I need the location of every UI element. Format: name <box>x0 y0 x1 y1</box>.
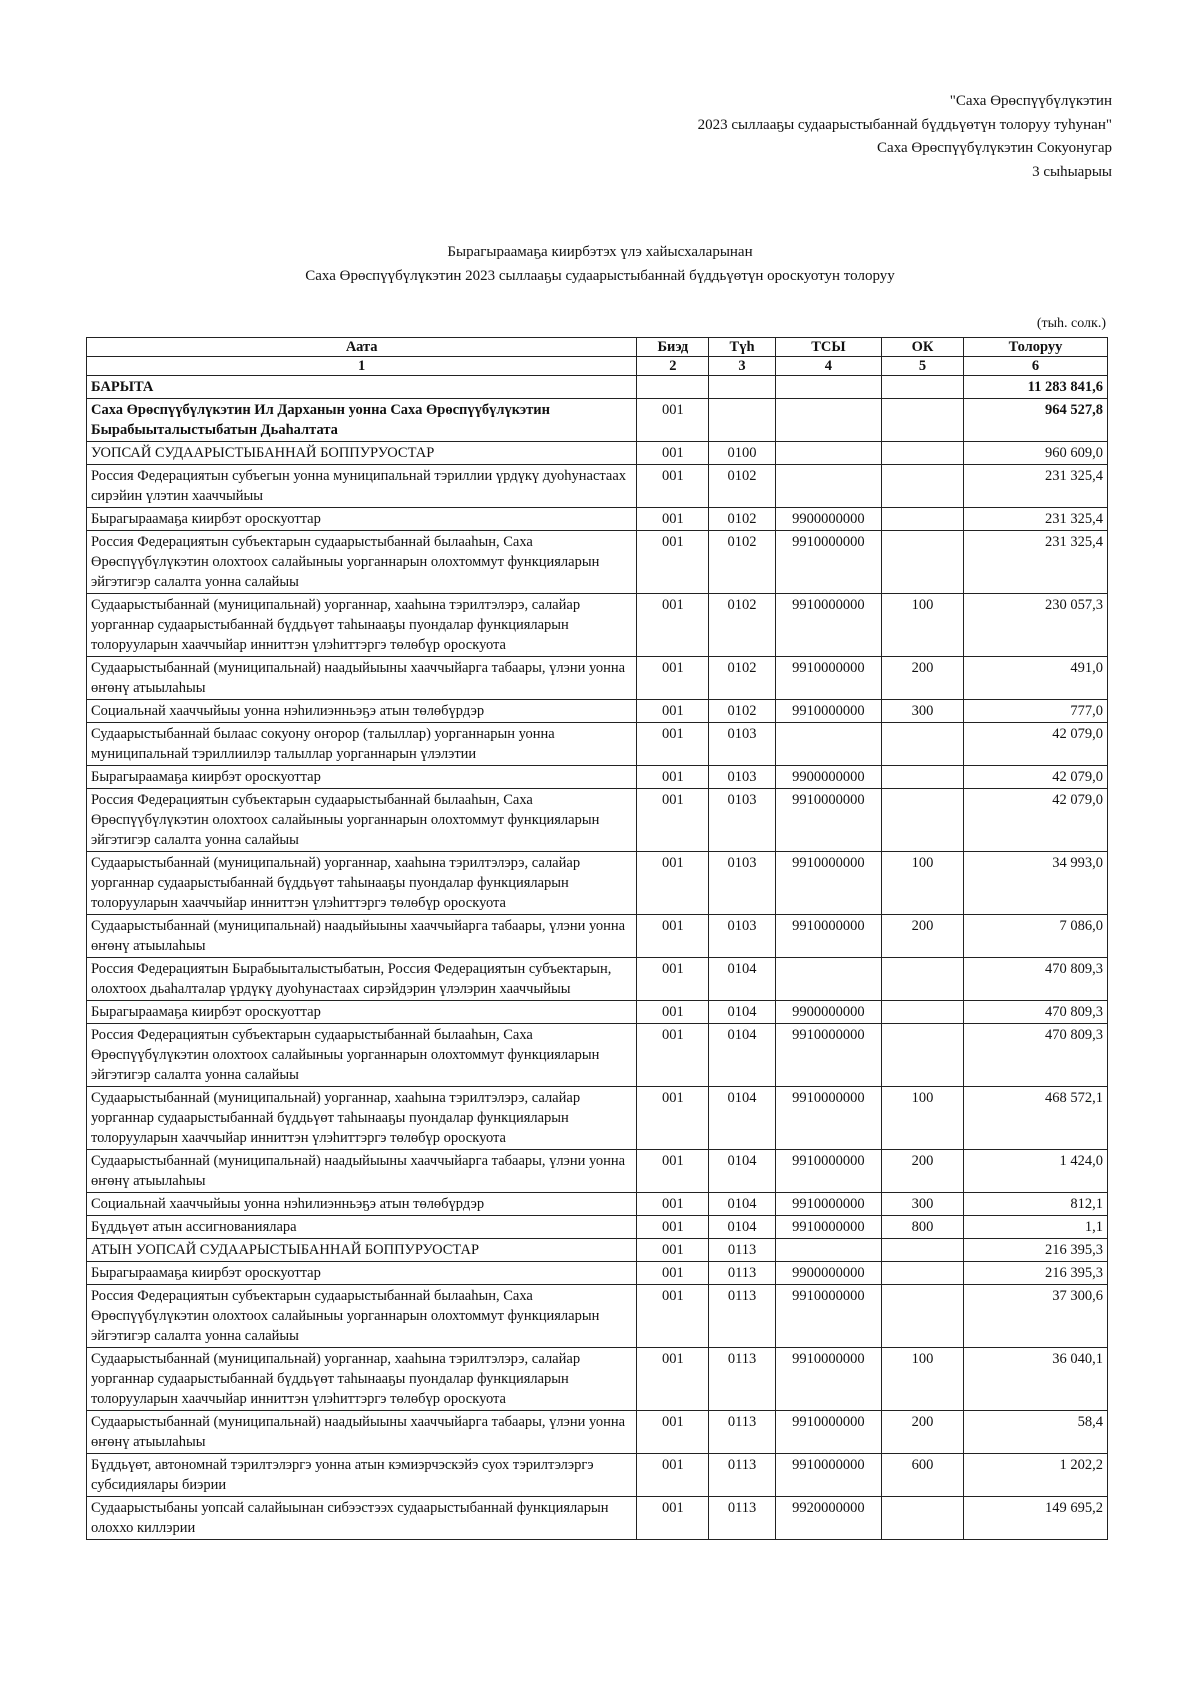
row-csr: 9910000000 <box>775 1024 881 1087</box>
row-name: Судаарыстыбаннай (муниципальнай) наадыйыыны хааччыйарга табаары, үлэни уонна өҥөнү атыылаһыы <box>87 915 637 958</box>
row-amount: 36 040,1 <box>964 1348 1108 1411</box>
row-name: Судаарыстыбаны уопсай салайыынан сибээстээх судаарыстыбаннай функцияларын олоххо киллэрии <box>87 1497 637 1540</box>
row-amount: 58,4 <box>964 1411 1108 1454</box>
table-row <box>87 465 1108 508</box>
row-amount: 1,1 <box>964 1216 1108 1239</box>
row-csr: 9910000000 <box>775 594 881 657</box>
row-name: Бырагыраамаҕа киирбэт ороскуоттар <box>87 508 637 531</box>
row-csr: 9910000000 <box>775 915 881 958</box>
row-csr: 9910000000 <box>775 657 881 700</box>
table-row <box>87 1150 1108 1193</box>
row-rz: 0102 <box>709 657 775 700</box>
table-row <box>87 657 1108 700</box>
row-vr: 100 <box>882 852 964 915</box>
row-name: Судаарыстыбаннай (муниципальнай) наадыйыыны хааччыйарга табаары, үлэни уонна өҥөнү атыылаһыы <box>87 657 637 700</box>
row-amount: 231 325,4 <box>964 508 1108 531</box>
column-number: 3 <box>709 357 775 376</box>
row-name: Россия Федерациятын субъектарын судаарыстыбаннай былааһын, Саха Өрөспүүбүлүкэтин олохтоох салайыныы уорганнарын олохтоммут функцияларын эйгэтигэр салалта уонна салайыы <box>87 531 637 594</box>
column-number: 2 <box>637 357 709 376</box>
row-vr: 300 <box>882 1193 964 1216</box>
row-rz: 0113 <box>709 1285 775 1348</box>
title-line-2: Саха Өрөспүүбүлүкэтин 2023 сыллааҕы судаарыстыбаннай бүддьүөтүн ороскуотун толоруу <box>305 268 895 284</box>
row-amount: 11 283 841,6 <box>964 376 1108 399</box>
row-ved: 001 <box>637 594 709 657</box>
row-vr <box>882 1024 964 1087</box>
row-amount: 149 695,2 <box>964 1497 1108 1540</box>
row-csr: 9910000000 <box>775 531 881 594</box>
row-amount: 37 300,6 <box>964 1285 1108 1348</box>
row-vr: 100 <box>882 1348 964 1411</box>
header-csr: ТСЫ <box>775 338 881 357</box>
table-body <box>87 376 1108 1540</box>
row-name: Россия Федерациятын субъектарын судаарыстыбаннай былааһын, Саха Өрөспүүбүлүкэтин олохтоох салайыныы уорганнарын олохтоммут функцияларын эйгэтигэр салалта уонна салайыы <box>87 789 637 852</box>
table-row <box>87 852 1108 915</box>
decree-line-2: 2023 сыллааҕы судаарыстыбаннай бүддьүөтүн толоруу туһунан" <box>697 116 1112 133</box>
row-ved: 001 <box>637 915 709 958</box>
row-name: Социальнай хааччыйыы уонна нэһилиэнньэҕэ атын төлөбүрдэр <box>87 700 637 723</box>
row-rz: 0113 <box>709 1262 775 1285</box>
table-row <box>87 1001 1108 1024</box>
table-row <box>87 766 1108 789</box>
row-amount: 34 993,0 <box>964 852 1108 915</box>
row-rz: 0104 <box>709 1193 775 1216</box>
row-name: Бүддьүөт атын ассигнованиялара <box>87 1216 637 1239</box>
row-ved: 001 <box>637 442 709 465</box>
row-csr: 9910000000 <box>775 1411 881 1454</box>
table-row <box>87 789 1108 852</box>
row-vr: 100 <box>882 594 964 657</box>
row-vr: 200 <box>882 657 964 700</box>
row-ved: 001 <box>637 1262 709 1285</box>
table-row <box>87 1216 1108 1239</box>
row-name: Россия Федерациятын Бырабыыталыстыбатын, Россия Федерациятын субъектарын, олохтоох дьаһалталар үрдүкү дуоһунастаах сирэйдэрин үлэлэрин хааччыйыы <box>87 958 637 1001</box>
row-amount: 216 395,3 <box>964 1262 1108 1285</box>
row-vr <box>882 399 964 442</box>
row-name: Россия Федерациятын субъектарын судаарыстыбаннай былааһын, Саха Өрөспүүбүлүкэтин олохтоох салайыныы уорганнарын олохтоммут функцияларын эйгэтигэр салалта уонна салайыы <box>87 1024 637 1087</box>
row-ved: 001 <box>637 1216 709 1239</box>
row-amount: 1 202,2 <box>964 1454 1108 1497</box>
row-ved: 001 <box>637 399 709 442</box>
budget-table <box>86 337 1108 1540</box>
row-rz: 0104 <box>709 958 775 1001</box>
table-row <box>87 442 1108 465</box>
document-title <box>90 240 1110 288</box>
row-rz: 0104 <box>709 1001 775 1024</box>
row-vr: 200 <box>882 1150 964 1193</box>
row-ved: 001 <box>637 789 709 852</box>
row-csr <box>775 442 881 465</box>
row-csr <box>775 723 881 766</box>
row-rz: 0102 <box>709 700 775 723</box>
row-csr: 9900000000 <box>775 508 881 531</box>
row-name: Социальнай хааччыйыы уонна нэһилиэнньэҕэ атын төлөбүрдэр <box>87 1193 637 1216</box>
row-name: Россия Федерациятын субъегын уонна муниципальнай тэриллии үрдүкү дуоһунастаах сирэйин үлэтин хааччыйыы <box>87 465 637 508</box>
row-rz <box>709 376 775 399</box>
row-ved: 001 <box>637 1497 709 1540</box>
row-csr: 9900000000 <box>775 1262 881 1285</box>
row-rz: 0103 <box>709 723 775 766</box>
row-ved: 001 <box>637 700 709 723</box>
table-row <box>87 700 1108 723</box>
header-name: Аата <box>87 338 637 357</box>
row-vr <box>882 789 964 852</box>
row-rz: 0102 <box>709 465 775 508</box>
header-rz: Түһ <box>709 338 775 357</box>
row-rz: 0102 <box>709 594 775 657</box>
table-row <box>87 508 1108 531</box>
row-vr <box>882 766 964 789</box>
decree-reference <box>492 90 1112 184</box>
row-ved: 001 <box>637 1348 709 1411</box>
row-csr: 9900000000 <box>775 1001 881 1024</box>
row-amount: 964 527,8 <box>964 399 1108 442</box>
column-number: 1 <box>87 357 637 376</box>
row-csr: 9910000000 <box>775 1348 881 1411</box>
row-vr <box>882 1239 964 1262</box>
row-name: Саха Өрөспүүбүлүкэтин Ил Дарханын уонна Саха Өрөспүүбүлүкэтин Бырабыыталыстыбатын Дьаһалтата <box>87 399 637 442</box>
row-vr <box>882 723 964 766</box>
row-rz: 0102 <box>709 508 775 531</box>
row-name: Бүддьүөт, автономнай тэрилтэлэргэ уонна атын кэмиэрчэскэйэ суох тэрилтэлэргэ субсидиялары биэрии <box>87 1454 637 1497</box>
row-vr <box>882 1285 964 1348</box>
row-ved: 001 <box>637 1024 709 1087</box>
row-amount: 231 325,4 <box>964 465 1108 508</box>
row-amount: 42 079,0 <box>964 723 1108 766</box>
table-row <box>87 958 1108 1001</box>
table-row <box>87 1193 1108 1216</box>
row-amount: 470 809,3 <box>964 958 1108 1001</box>
header-amount: Толоруу <box>964 338 1108 357</box>
row-amount: 812,1 <box>964 1193 1108 1216</box>
row-amount: 777,0 <box>964 700 1108 723</box>
row-amount: 960 609,0 <box>964 442 1108 465</box>
table-row <box>87 1497 1108 1540</box>
column-number: 6 <box>964 357 1108 376</box>
row-rz: 0113 <box>709 1411 775 1454</box>
row-name: Судаарыстыбаннай (муниципальнай) уорганнар, хааһына тэрилтэлэрэ, салайар уорганнар судаарыстыбаннай бүддьүөт таһынааҕы пуондалар функцияларын толорууларын хааччыйар инниттэн үлэһиттэргэ төлөбүр ороскуота <box>87 1348 637 1411</box>
row-vr: 600 <box>882 1454 964 1497</box>
row-rz: 0103 <box>709 852 775 915</box>
row-ved: 001 <box>637 958 709 1001</box>
row-name: Судаарыстыбаннай (муниципальнай) уорганнар, хааһына тэрилтэлэрэ, салайар уорганнар судаарыстыбаннай бүддьүөт таһынааҕы пуондалар функцияларын толорууларын хааччыйар инниттэн үлэһиттэргэ төлөбүр ороскуота <box>87 594 637 657</box>
row-name: Россия Федерациятын субъектарын судаарыстыбаннай былааһын, Саха Өрөспүүбүлүкэтин олохтоох салайыныы уорганнарын олохтоммут функцияларын эйгэтигэр салалта уонна салайыы <box>87 1285 637 1348</box>
table-row <box>87 1348 1108 1411</box>
title-line-1: Бырагыраамаҕа киирбэтэх үлэ хайысхаларынан <box>447 244 753 260</box>
row-amount: 42 079,0 <box>964 789 1108 852</box>
row-vr: 200 <box>882 915 964 958</box>
row-vr <box>882 1497 964 1540</box>
table-row <box>87 1262 1108 1285</box>
row-amount: 491,0 <box>964 657 1108 700</box>
row-name: Судаарыстыбаннай (муниципальнай) уорганнар, хааһына тэрилтэлэрэ, салайар уорганнар судаарыстыбаннай бүддьүөт таһынааҕы пуондалар функцияларын толорууларын хааччыйар инниттэн үлэһиттэргэ төлөбүр ороскуота <box>87 852 637 915</box>
row-ved: 001 <box>637 723 709 766</box>
table-row <box>87 1454 1108 1497</box>
table-row <box>87 915 1108 958</box>
row-ved: 001 <box>637 465 709 508</box>
row-rz: 0103 <box>709 789 775 852</box>
table-row <box>87 1411 1108 1454</box>
row-ved: 001 <box>637 508 709 531</box>
row-csr: 9910000000 <box>775 700 881 723</box>
row-name: БАРЫТА <box>87 376 637 399</box>
table-row <box>87 723 1108 766</box>
row-name: Бырагыраамаҕа киирбэт ороскуоттар <box>87 1262 637 1285</box>
row-ved: 001 <box>637 1193 709 1216</box>
row-vr: 800 <box>882 1216 964 1239</box>
units-label: (тыһ. солк.) <box>1036 316 1106 331</box>
row-name: Бырагыраамаҕа киирбэт ороскуоттар <box>87 766 637 789</box>
row-csr <box>775 376 881 399</box>
table-row <box>87 399 1108 442</box>
row-rz: 0113 <box>709 1239 775 1262</box>
row-ved: 001 <box>637 766 709 789</box>
row-vr <box>882 508 964 531</box>
row-vr <box>882 442 964 465</box>
row-ved: 001 <box>637 1087 709 1150</box>
row-ved: 001 <box>637 657 709 700</box>
table-row <box>87 594 1108 657</box>
row-csr: 9910000000 <box>775 1150 881 1193</box>
row-csr: 9910000000 <box>775 1193 881 1216</box>
row-rz <box>709 399 775 442</box>
row-name: УОПСАЙ СУДААРЫСТЫБАННАЙ БОППУРУОСТАР <box>87 442 637 465</box>
table-row <box>87 1024 1108 1087</box>
row-amount: 1 424,0 <box>964 1150 1108 1193</box>
row-rz: 0102 <box>709 531 775 594</box>
row-csr: 9910000000 <box>775 1285 881 1348</box>
row-ved: 001 <box>637 1001 709 1024</box>
row-ved: 001 <box>637 531 709 594</box>
column-number: 4 <box>775 357 881 376</box>
row-ved: 001 <box>637 1239 709 1262</box>
row-amount: 230 057,3 <box>964 594 1108 657</box>
row-csr <box>775 958 881 1001</box>
row-csr: 9910000000 <box>775 789 881 852</box>
row-rz: 0113 <box>709 1454 775 1497</box>
header-vr: ОК <box>882 338 964 357</box>
row-amount: 470 809,3 <box>964 1001 1108 1024</box>
row-rz: 0103 <box>709 915 775 958</box>
table-header-row <box>87 338 1108 357</box>
table-row <box>87 1285 1108 1348</box>
table-row <box>87 376 1108 399</box>
row-vr <box>882 465 964 508</box>
column-number-row <box>87 357 1108 376</box>
row-vr: 200 <box>882 1411 964 1454</box>
decree-line-3: Саха Өрөспүүбүлүкэтин Сокуонугар <box>877 140 1112 156</box>
row-vr <box>882 376 964 399</box>
table-row <box>87 1239 1108 1262</box>
row-name: Бырагыраамаҕа киирбэт ороскуоттар <box>87 1001 637 1024</box>
decree-line-1: "Саха Өрөспүүбүлүкэтин <box>949 93 1112 109</box>
row-vr <box>882 1001 964 1024</box>
column-number: 5 <box>882 357 964 376</box>
row-rz: 0103 <box>709 766 775 789</box>
row-ved: 001 <box>637 1411 709 1454</box>
row-vr <box>882 531 964 594</box>
row-ved: 001 <box>637 1285 709 1348</box>
row-ved: 001 <box>637 1150 709 1193</box>
row-csr <box>775 1239 881 1262</box>
row-amount: 470 809,3 <box>964 1024 1108 1087</box>
row-ved: 001 <box>637 852 709 915</box>
row-amount: 216 395,3 <box>964 1239 1108 1262</box>
row-vr: 100 <box>882 1087 964 1150</box>
row-vr <box>882 958 964 1001</box>
row-rz: 0104 <box>709 1024 775 1087</box>
row-ved: 001 <box>637 1454 709 1497</box>
table-row <box>87 1087 1108 1150</box>
appendix-number: 3 сыһыарыы <box>1032 163 1112 180</box>
row-name: Судаарыстыбаннай (муниципальнай) наадыйыыны хааччыйарга табаары, үлэни уонна өҥөнү атыылаһыы <box>87 1150 637 1193</box>
row-csr: 9910000000 <box>775 852 881 915</box>
row-amount: 42 079,0 <box>964 766 1108 789</box>
row-rz: 0104 <box>709 1150 775 1193</box>
row-name: Судаарыстыбаннай (муниципальнай) уорганнар, хааһына тэрилтэлэрэ, салайар уорганнар судаарыстыбаннай бүддьүөт таһынааҕы пуондалар функцияларын толорууларын хааччыйар инниттэн үлэһиттэргэ төлөбүр ороскуота <box>87 1087 637 1150</box>
row-csr: 9910000000 <box>775 1454 881 1497</box>
row-vr <box>882 1262 964 1285</box>
row-rz: 0113 <box>709 1348 775 1411</box>
row-vr: 300 <box>882 700 964 723</box>
row-amount: 468 572,1 <box>964 1087 1108 1150</box>
row-rz: 0104 <box>709 1087 775 1150</box>
row-rz: 0100 <box>709 442 775 465</box>
row-rz: 0113 <box>709 1497 775 1540</box>
row-name: Судаарыстыбаннай (муниципальнай) наадыйыыны хааччыйарга табаары, үлэни уонна өҥөнү атыылаһыы <box>87 1411 637 1454</box>
row-name: Судаарыстыбаннай былаас сокуону оҥорор (талыллар) уорганнарын уонна муниципальнай тэриллиилэр талыллар уорганнарын үлэлэтии <box>87 723 637 766</box>
row-csr: 9910000000 <box>775 1087 881 1150</box>
table-row <box>87 531 1108 594</box>
row-csr <box>775 399 881 442</box>
header-ved: Биэд <box>637 338 709 357</box>
row-amount: 231 325,4 <box>964 531 1108 594</box>
row-csr: 9920000000 <box>775 1497 881 1540</box>
row-rz: 0104 <box>709 1216 775 1239</box>
row-amount: 7 086,0 <box>964 915 1108 958</box>
row-name: АТЫН УОПСАЙ СУДААРЫСТЫБАННАЙ БОППУРУОСТАР <box>87 1239 637 1262</box>
row-ved <box>637 376 709 399</box>
row-csr: 9900000000 <box>775 766 881 789</box>
row-csr: 9910000000 <box>775 1216 881 1239</box>
row-csr <box>775 465 881 508</box>
